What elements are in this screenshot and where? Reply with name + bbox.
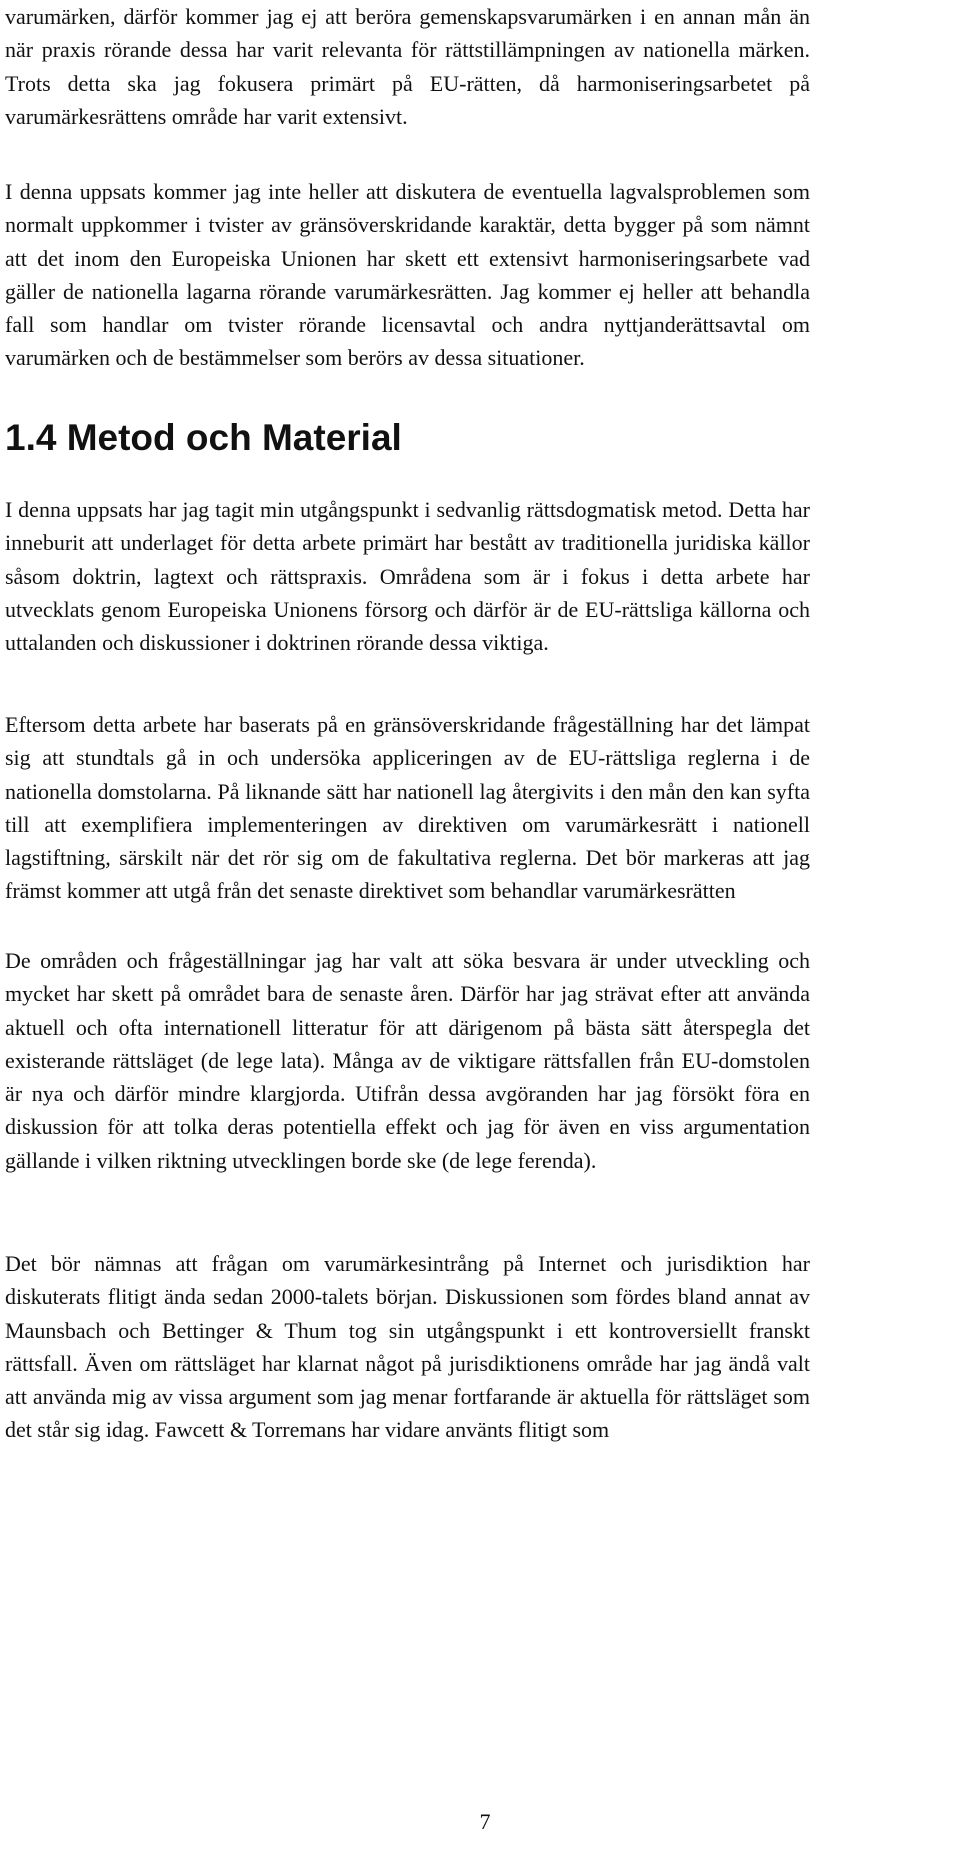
paragraph-scope-choice-of-law: I denna uppsats kommer jag inte heller att diskutera de eventuella lagvalsproblemen som normalt uppkommer i tvister av gränsöverskridande karaktär, detta bygger på som nämnt att det inom den Europeiska Unionen har skett ett extensivt harmoniseringsarbete vad gäller de nationella lagarna rörande varumärkesrätten. Jag kommer ej heller att behandla fall som handlar om tvister rörande licensavtal och andra nyttjanderättsavtal om varumärken och de bestämmelser som berörs av dessa situationer. — [5, 179, 810, 371]
section-heading-method: 1.4 Metod och Material — [5, 417, 402, 458]
paragraph-internet-jurisdiction: Det bör nämnas att frågan om varumärkesintrång på Internet och jurisdiktion har diskuterats flitigt ända sedan 2000-talets början. Diskussionen som fördes bland annat av Maunsbach och Bettinger & Thum tog sin utgångspunkt i ett kontroversiellt franskt rättsfall. Även om rättsläget har klarnat något på jurisdiktionens område har jag ändå valt att använda mig av vissa argument som jag menar fortfarande är aktuella för rättsläget som det står sig idag. Fawcett & Torremans har vidare använts flitigt som — [5, 1251, 810, 1443]
paragraph-cross-border: Eftersom detta arbete har baserats på en gränsöverskridande frågeställning har det lämpat sig att stundtals gå in och undersöka appliceringen av de EU-rättsliga reglerna i de nationella domstolarna. På liknande sätt har nationell lag återgivits i den mån den kan syfta till att exemplifiera implementeringen av direktiven om varumärkesrätt i nationell lagstiftning, särskilt när det rör sig om de fakultativa reglerna. Det bör markeras att jag främst kommer att utgå från det senaste direktivet som behandlar varumärkesrätten — [5, 712, 810, 904]
paragraph-literature: De områden och frågeställningar jag har valt att söka besvara är under utveckling och mycket har skett på området bara de senaste åren. Därför har jag strävat efter att använda aktuell och ofta internationell litteratur för att därigenom på bästa sätt återspegla det existerande rättsläget (de lege lata). Många av de viktigare rättsfallen från EU-domstolen är nya och därför mindre klargjorda. Utifrån dessa avgöranden har jag försökt föra en diskussion för att tolka deras potentiella effekt och jag för även en viss argumentation gällande i vilken riktning utvecklingen borde ske (de lege ferenda). — [5, 948, 810, 1173]
page-number: 7 — [479, 1809, 491, 1834]
paragraph-method: I denna uppsats har jag tagit min utgångspunkt i sedvanlig rättsdogmatisk metod. Detta har inneburit att underlaget för detta arbete primärt har bestått av traditionella juridiska källor såsom doktrin, lagtext och rättspraxis. Områdena som är i fokus i detta arbete har utvecklats genom Europeiska Unionens försorg och därför är de EU-rättsliga källorna och uttalanden och diskussioner i doktrinen rörande dessa viktiga. — [5, 497, 810, 656]
paragraph-scope-trademarks: varumärken, därför kommer jag ej att beröra gemenskapsvarumärken i en annan mån än när praxis rörande dessa har varit relevanta för rättstillämpningen av nationella märken. Trots detta ska jag fokusera primärt på EU-rätten, då harmoniseringsarbetet på varumärkesrättens område har varit extensivt. — [5, 4, 810, 129]
